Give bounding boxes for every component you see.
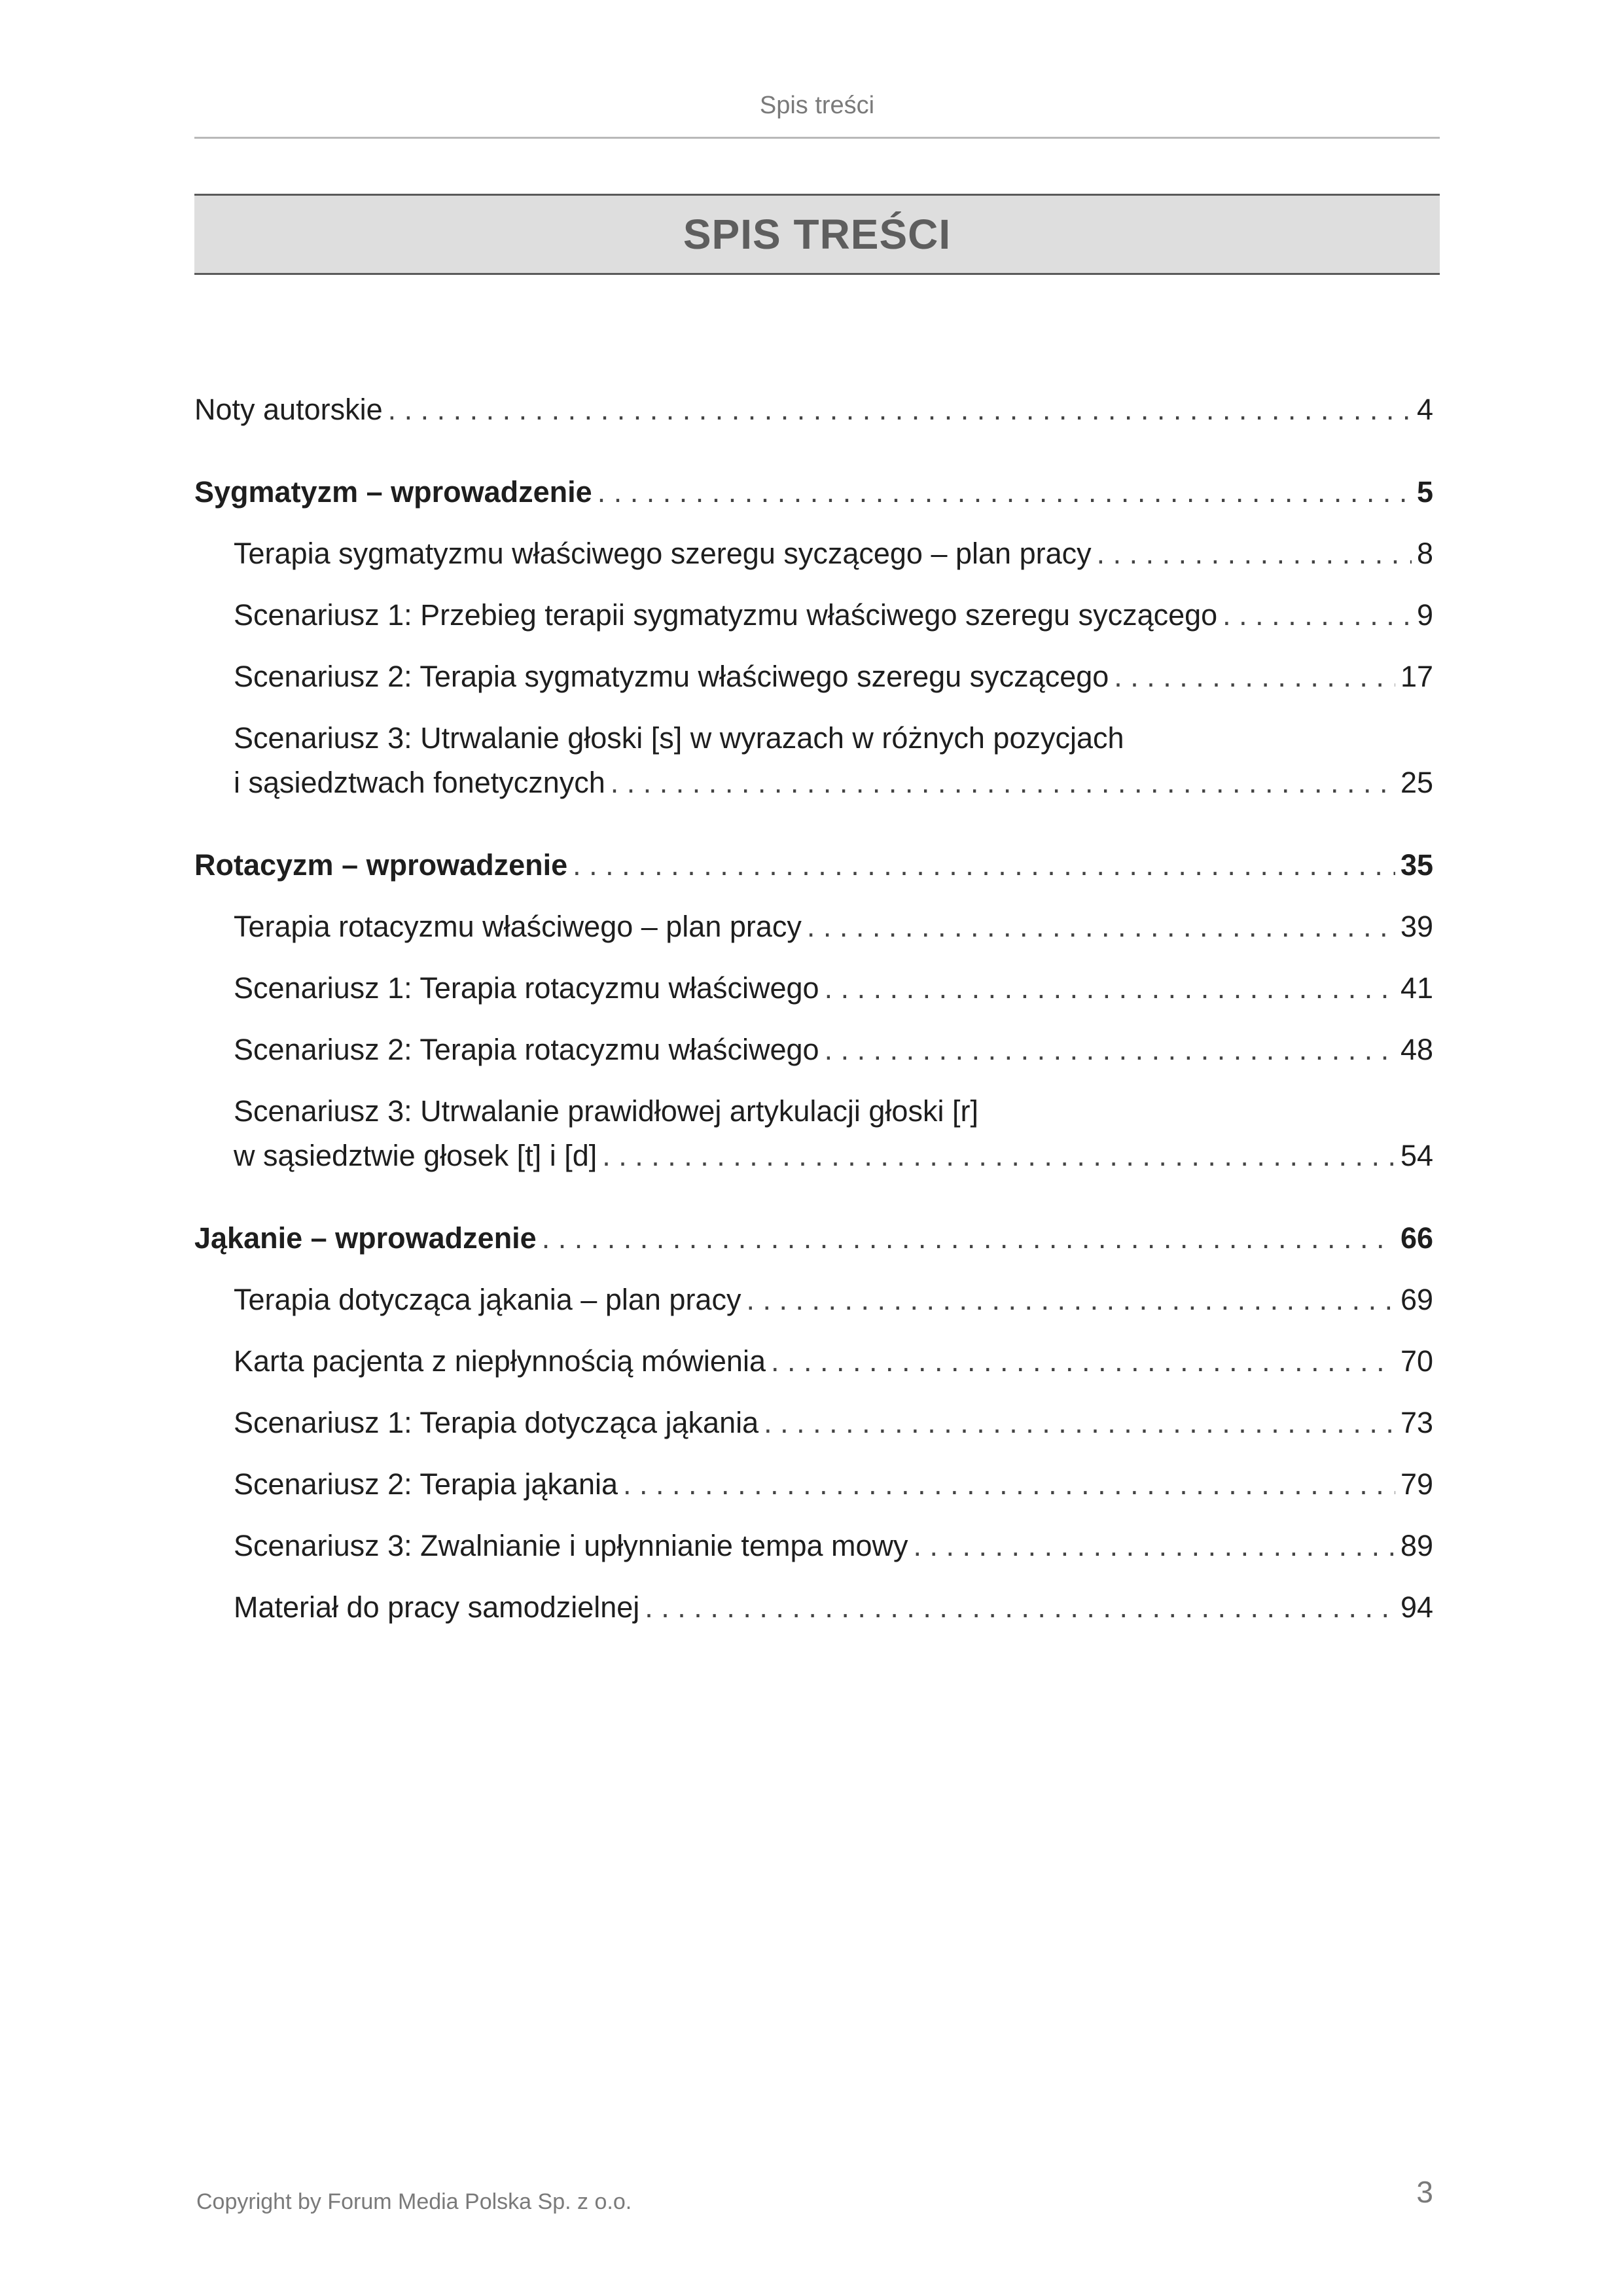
toc-entry-title: Sygmatyzm – wprowadzenie bbox=[194, 475, 592, 509]
toc-entry-title: Jąkanie – wprowadzenie bbox=[194, 1221, 537, 1255]
toc-leader-dots bbox=[771, 1342, 1395, 1381]
toc-entry-page: 54 bbox=[1400, 1139, 1433, 1172]
toc-entry-page: 41 bbox=[1400, 971, 1433, 1005]
toc-entry-page: 39 bbox=[1400, 910, 1433, 943]
toc-leader-dots bbox=[764, 1403, 1395, 1443]
toc-entry-page: 9 bbox=[1416, 598, 1433, 632]
toc-leader-dots bbox=[1222, 596, 1412, 635]
toc-entry-sygmatyzm-scenariusz-1[interactable] bbox=[234, 596, 1433, 635]
toc-leader-dots bbox=[1097, 534, 1412, 573]
toc-entry-noty-autorskie[interactable] bbox=[194, 390, 1433, 429]
toc-entry-rotacyzm-scenariusz-1[interactable] bbox=[234, 969, 1433, 1008]
title-band bbox=[194, 194, 1440, 275]
toc-entry-title: Noty autorskie bbox=[194, 393, 383, 426]
toc-entry-jakanie-scenariusz-2[interactable] bbox=[234, 1465, 1433, 1504]
toc-leader-dots bbox=[602, 1136, 1395, 1175]
toc-entry-title: Scenariusz 1: Terapia rotacyzmu właściwego bbox=[234, 971, 819, 1005]
toc-entry-page: 8 bbox=[1416, 537, 1433, 570]
toc-leader-dots bbox=[597, 473, 1412, 512]
toc-entry-page: 94 bbox=[1400, 1590, 1433, 1624]
toc-section-sygmatyzm[interactable] bbox=[194, 473, 1433, 512]
toc-leader-dots bbox=[825, 969, 1395, 1008]
toc-entry-title: w sąsiedztwie głosek [t] i [d] bbox=[234, 1139, 597, 1172]
toc-entry-title: Terapia dotycząca jąkania – plan pracy bbox=[234, 1283, 741, 1316]
toc-entry-sygmatyzm-scenariusz-3[interactable] bbox=[234, 763, 1433, 802]
toc-entry-page: 66 bbox=[1400, 1221, 1433, 1255]
toc-entry-title: i sąsiedztwach fonetycznych bbox=[234, 766, 605, 799]
toc-entry-jakanie-plan[interactable] bbox=[234, 1280, 1433, 1319]
toc-leader-dots bbox=[1114, 657, 1395, 696]
toc-entry-page: 17 bbox=[1400, 660, 1433, 693]
toc-entry-title: Karta pacjenta z niepłynnością mówienia bbox=[234, 1344, 766, 1378]
toc-section-rotacyzm[interactable] bbox=[194, 846, 1433, 885]
toc-entry-page: 4 bbox=[1416, 393, 1433, 426]
toc-entry-sygmatyzm-scenariusz-2[interactable] bbox=[234, 657, 1433, 696]
toc-entry-page: 25 bbox=[1400, 766, 1433, 799]
toc-leader-dots bbox=[542, 1219, 1395, 1258]
running-header: Spis treści bbox=[759, 92, 875, 119]
toc-leader-dots bbox=[623, 1465, 1395, 1504]
toc-entry-sygmatyzm-plan[interactable] bbox=[234, 534, 1433, 573]
toc-leader-dots bbox=[807, 907, 1395, 946]
toc-entry-jakanie-scenariusz-1[interactable] bbox=[234, 1403, 1433, 1443]
toc-leader-dots bbox=[746, 1280, 1395, 1319]
toc-entry-title: Terapia rotacyzmu właściwego – plan pracy bbox=[234, 910, 802, 943]
toc-entry-material-samodzielny[interactable] bbox=[234, 1588, 1433, 1627]
toc-entry-jakanie-scenariusz-3[interactable] bbox=[234, 1526, 1433, 1566]
page-title: SPIS TREŚCI bbox=[683, 211, 952, 258]
toc-entry-page: 48 bbox=[1400, 1033, 1433, 1066]
footer-copyright: Copyright by Forum Media Polska Sp. z o.o. bbox=[196, 2189, 632, 2214]
toc-entry-page: 70 bbox=[1400, 1344, 1433, 1378]
toc-entry-title: Terapia sygmatyzmu właściwego szeregu syczącego – plan pracy bbox=[234, 537, 1092, 570]
toc-entry-title: Scenariusz 3: Zwalnianie i upłynnianie tempa mowy bbox=[234, 1529, 908, 1562]
toc-entry-title: Scenariusz 2: Terapia rotacyzmu właściwego bbox=[234, 1033, 819, 1066]
toc-entry-title: Scenariusz 2: Terapia sygmatyzmu właściwego szeregu syczącego bbox=[234, 660, 1109, 693]
toc-entry-page: 35 bbox=[1400, 848, 1433, 882]
toc-entry-page: 5 bbox=[1416, 475, 1433, 509]
toc-leader-dots bbox=[914, 1526, 1395, 1566]
toc-leader-dots bbox=[611, 763, 1395, 802]
toc-entry-title: Scenariusz 2: Terapia jąkania bbox=[234, 1467, 618, 1501]
toc-leader-dots bbox=[573, 846, 1395, 885]
footer-page-number: 3 bbox=[1416, 2175, 1433, 2209]
toc-entry-title: Rotacyzm – wprowadzenie bbox=[194, 848, 568, 882]
toc-leader-dots bbox=[645, 1588, 1395, 1627]
toc-entry-rotacyzm-scenariusz-3-line1[interactable]: Scenariusz 3: Utrwalanie prawidłowej artykulacji głoski [r] bbox=[234, 1094, 978, 1128]
header-divider bbox=[194, 137, 1440, 139]
toc-entry-title: Scenariusz 1: Terapia dotycząca jąkania bbox=[234, 1406, 759, 1439]
toc-entry-rotacyzm-scenariusz-2[interactable] bbox=[234, 1030, 1433, 1069]
toc-entry-page: 89 bbox=[1400, 1529, 1433, 1562]
toc-entry-page: 79 bbox=[1400, 1467, 1433, 1501]
toc-entry-page: 69 bbox=[1400, 1283, 1433, 1316]
toc-entry-sygmatyzm-scenariusz-3-line1[interactable]: Scenariusz 3: Utrwalanie głoski [s] w wyrazach w różnych pozycjach bbox=[234, 721, 1124, 755]
toc-leader-dots bbox=[825, 1030, 1395, 1069]
toc-entry-page: 73 bbox=[1400, 1406, 1433, 1439]
toc-leader-dots bbox=[388, 390, 1412, 429]
toc-entry-rotacyzm-scenariusz-3[interactable] bbox=[234, 1136, 1433, 1175]
toc-entry-title: Materiał do pracy samodzielnej bbox=[234, 1590, 640, 1624]
toc-entry-rotacyzm-plan[interactable] bbox=[234, 907, 1433, 946]
toc-entry-title: Scenariusz 1: Przebieg terapii sygmatyzmu właściwego szeregu syczącego bbox=[234, 598, 1218, 632]
toc-entry-karta-pacjenta[interactable] bbox=[234, 1342, 1433, 1381]
toc-section-jakanie[interactable] bbox=[194, 1219, 1433, 1258]
